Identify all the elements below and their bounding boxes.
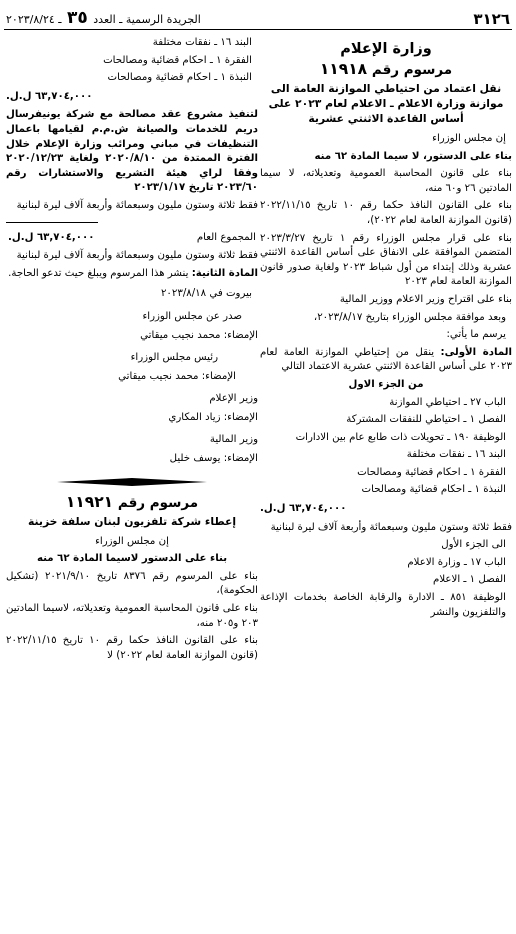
decree-2-based-3: بناء على القانون النافذ حكما رقم ١٠ تاريخ ٢٠٢٢/١١/١٥ (قانون الموازنة العامة لعام ٢٠٢٢) لا [6, 635, 259, 661]
signature-name: الإمضاء: محمد نجيب ميقاتي [140, 329, 258, 341]
to-part-heading: الى الجزء الأول [441, 539, 506, 551]
article-1-text: ينقل من إحتياطي الموازنة العامة لعام ٢٠٢٣ على أساس القاعدة الاثنتي عشرية الاعتماد التالي [260, 346, 512, 373]
header-newspaper: الجريدة الرسمية ـ العدد [93, 13, 201, 26]
based-constitution: بناء على الدستور، لا سيما المادة ٦٢ منه [314, 150, 512, 162]
decree-2-heading [6, 493, 258, 512]
ministry-heading: وزارة الإعلام [340, 41, 432, 57]
signature-name: الإمضاء: زياد المكاري [168, 411, 258, 423]
left-column [4, 36, 258, 666]
from-line: البند ١٦ ـ نفقات مختلفة [406, 449, 506, 461]
to-line: الفصل ١ ـ الاعلام [433, 574, 506, 586]
decree-2-based-constitution: بناء على الدستور لاسيما المادة ٦٢ منه [36, 553, 228, 565]
columns [4, 36, 512, 666]
article-1 [260, 346, 512, 375]
decree-2-title: إعطاء شركة تلفزيون لبنان سلفة خزينة [27, 514, 237, 528]
decree-2-number: ١١٩٢١ [65, 492, 114, 511]
amount-words: فقط ثلاثة وستون مليون وسبعمائة وأربعة آلاف ليرة لبنانية [270, 521, 512, 533]
issuer: إن مجلس الوزراء [432, 133, 506, 144]
from-line: الفقرة ١ ـ احكام قضائية ومصالحات [357, 466, 506, 478]
signature-title: وزير الإعلام [209, 393, 258, 405]
signature-name: الإمضاء: يوسف خليل [169, 453, 258, 465]
grand-total-label: المجموع العام [196, 231, 256, 243]
header-issue [6, 10, 201, 28]
place-date: بيروت في ٢٠٢٣/٨/١٨ [160, 288, 252, 300]
left-line: النبذة ١ ـ احكام قضائية ومصالحات [107, 72, 252, 84]
from-line: الوظيفة ١٩٠ ـ تحويلات ذات طابع عام بين الادارات [295, 431, 506, 443]
article-2-text: ينشر هذا المرسوم ويبلغ حيث تدعو الحاجة. [8, 267, 189, 279]
signature-title: صدر عن مجلس الوزراء [142, 310, 242, 322]
decree-2-label: مرسوم رقم [117, 494, 199, 511]
section-separator [6, 477, 258, 487]
grand-total [6, 231, 258, 246]
based-3: بناء على قرار مجلس الوزراء رقم ١ تاريخ ٢٠٢٣/٣/٢٧ المتضمن الموافقة على الانفاق على أساس القاعدة الاثنتي عشرية وذلك إبتداء من أول شباط ٢٠٢٣ ولغاية صدور قانون الموازنة العامة لعام ٢٠٢٣ [260, 232, 512, 288]
article-2-label: المادة الثانية: [191, 267, 258, 279]
based-5: وبعد موافقة مجلس الوزراء بتاريخ ٢٠٢٣/٨/١٧، [313, 311, 506, 323]
amount: ٦٣,٧٠٤,٠٠٠ ل.ل. [260, 503, 347, 515]
to-line: الباب ١٧ ـ وزارة الاعلام [407, 556, 506, 568]
purpose: لتنفيذ مشروع عقد مصالحة مع شركة يونيفرسال دريم للخدمات والصيانة ش.م.م لقيامها باعمال التنظيفات في مباني ومرائب وزارة الإعلام خلال الفترة الممتدة من ٢٠٢٠/٨/١٠ ولغاية ٢٠٢٠/١٢/٢٣ وفقا لراي هيئة التشريع والاستشارات رقم ٢٠٢٣/٦٠ تاريخ ٢٠٢٣/١/١٧ [6, 109, 258, 194]
grand-total-value: ٦٣,٧٠٤,٠٠٠ ل.ل. [8, 231, 95, 243]
from-part-heading: من الجزء الاول [348, 378, 424, 390]
based-2: بناء على القانون النافذ حكما رقم ١٠ تاريخ ٢٠٢٢/١١/١٥ (قانون الموازنة العامة لعام ٢٠٢٢)، [260, 200, 513, 226]
decree-number: ١١٩١٨ [319, 60, 368, 78]
based-4: بناء على اقتراح وزير الاعلام ووزير المالية [339, 293, 512, 305]
signature-name: الإمضاء: محمد نجيب ميقاتي [118, 370, 236, 382]
based-1: بناء على قانون المحاسبة العمومية وتعديلاته، لا سيما المادتين ٢٦ و٦٠ منه، [260, 168, 512, 194]
decree-2-based-2: بناء على قانون المحاسبة العمومية وتعديلاته، لاسيما المادتين ٢٠٣ و٢٠٥ منه، [6, 603, 258, 629]
left-line: الفقرة ١ ـ احكام قضائية ومصالحات [103, 54, 252, 66]
from-line: الباب ٢٧ ـ احتياطي الموازنة [389, 396, 506, 408]
header-issue-number: ٣٥ [67, 8, 88, 28]
page-header [4, 6, 512, 30]
decree-number-heading [260, 60, 512, 79]
ornament-divider [57, 477, 207, 487]
decrees-line: يرسم ما يأتي: [446, 329, 506, 341]
divider [6, 222, 98, 223]
header-date: ـ ٢٠٢٣/٨/٢٤ [6, 13, 62, 26]
decree-2-issuer: إن مجلس الوزراء [95, 535, 169, 547]
right-column [260, 36, 512, 666]
article-2 [6, 267, 258, 282]
left-amount: ٦٣,٧٠٤,٠٠٠ ل.ل. [6, 90, 93, 102]
from-line: النبذة ١ ـ احكام قضائية ومصالحات [361, 484, 506, 496]
left-line: البند ١٦ ـ نفقات مختلفة [152, 37, 252, 48]
signature-title: وزير المالية [209, 434, 258, 446]
left-amount-words-2: فقط ثلاثة وستون مليون وسبعمائة وأربعة آلاف ليرة لبنانية [16, 250, 258, 262]
signatures [6, 310, 258, 467]
signature-title: رئيس مجلس الوزراء [130, 352, 218, 364]
decree-title: نقل اعتماد من احتياطي الموازنة العامة الى موازنة وزارة الاعلام ـ الاعلام لعام ٢٠٢٣ على أساس القاعدة الاثنتي عشرية [268, 82, 504, 125]
article-1-label: المادة الأولى: [440, 346, 512, 358]
from-line: الفصل ١ ـ احتياطي للنفقات المشتركة [346, 414, 506, 426]
decree-2-based-1: بناء على المرسوم رقم ٨٣٧٦ تاريخ ٢٠٢١/٩/١٠ (تشكيل الحكومة)، [6, 570, 258, 597]
page-number: ٣١٢٦ [473, 10, 510, 28]
to-line: الوظيفة ٨٥١ ـ الادارة والرقابة الخاصة بخدمات الإذاعة والتلفزيون والنشر [260, 592, 506, 618]
decree-label: مرسوم رقم [371, 62, 453, 78]
left-amount-words-1: فقط ثلاثة وستون مليون وسبعمائة وأربعة آلاف ليرة لبنانية [16, 199, 258, 211]
